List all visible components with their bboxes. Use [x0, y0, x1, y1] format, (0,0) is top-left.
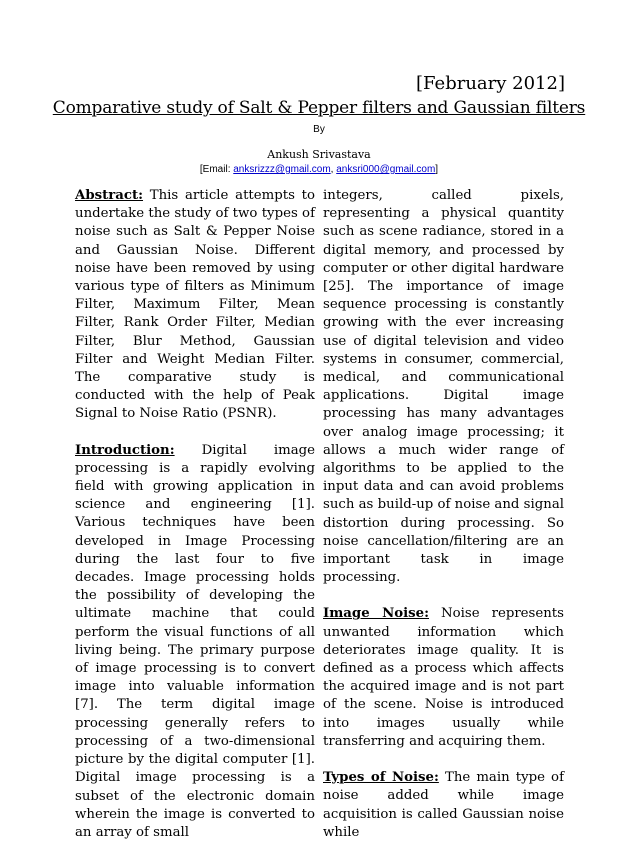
continued-paragraph: integers, called pixels, representing a physical quantity such as scene radiance, stored in a digital memory, and processed by computer or other digital hardware [25]. The importance of image sequence processing is constantly growing with the ever increasing use of digital television and video systems in consumer, commercial, medical, and communicational applications. Digital image processing has many advantages over analog image processing; it allows a much wider range of algorithms to be applied to the input data and can avoid problems such as build-up of noise and signal distortion during processing. So noise cancellation/filtering are an important task in image processing.: [323, 188, 564, 586]
introduction-paragraph: [75, 442, 315, 842]
abstract-text: This article attempts to undertake the study of two types of noise such as Salt & Pepper Noise and Gaussian Noise. Different noise have been removed by using various type of filters as Minimum Filter, Maximum Filter, Mean Filter, Rank Order Filter, Median Filter, Blur Method, Gaussian Filter and Weight Median Filter. The comparative study is conducted with the help of Peak Signal to Noise Ratio (PSNR).: [75, 188, 315, 422]
image-noise-paragraph: [323, 605, 564, 751]
image-noise-text: Noise represents unwanted information which deteriorates image quality. It is defined as a process which affects the acquired image and is not part of the scene. Noise is introduced into images usually while transferring and acquiring them.: [323, 606, 564, 749]
image-noise-heading: Image Noise:: [323, 606, 429, 622]
email-suffix: ]: [435, 164, 439, 175]
by-line: By: [313, 124, 325, 135]
email-link-2[interactable]: anksri000@gmail.com: [336, 164, 436, 175]
right-column: [323, 187, 564, 842]
document-date: [February 2012]: [416, 73, 565, 94]
types-of-noise-heading: Types of Noise:: [323, 770, 439, 786]
types-of-noise-paragraph: [323, 769, 564, 842]
left-column: [75, 187, 315, 842]
author-emails: [0, 164, 638, 175]
email-prefix: [Email:: [199, 164, 234, 175]
introduction-text: Digital image processing is a rapidly evolving field with growing application in science and engineering [1]. Various techniques have been developed in Image Processing during the last four to five decades. Image processing holds the possibility of developing the ultimate machine that could perform the visual functions of all living being. The primary purpose of image processing is to convert image into valuable information [7]. The term digital image processing generally refers to processing of a two-dimensional picture by the digital computer [1]. Digital image processing is a subset of the electronic domain wherein the image is converted to an array of small: [75, 442, 315, 840]
introduction-heading: Introduction:: [75, 442, 175, 458]
abstract-heading: Abstract:: [75, 188, 144, 203]
author-name: Ankush Srivastava: [267, 148, 371, 161]
abstract-paragraph: [75, 187, 315, 424]
email-separator: ,: [330, 164, 337, 175]
paper-title: Comparative study of Salt & Pepper filters and Gaussian filters: [52, 98, 586, 118]
email-link-1[interactable]: anksrizzz@gmail.com: [233, 164, 331, 175]
types-of-noise-text: The main type of noise added while image acquisition is called Gaussian noise while: [323, 770, 564, 840]
